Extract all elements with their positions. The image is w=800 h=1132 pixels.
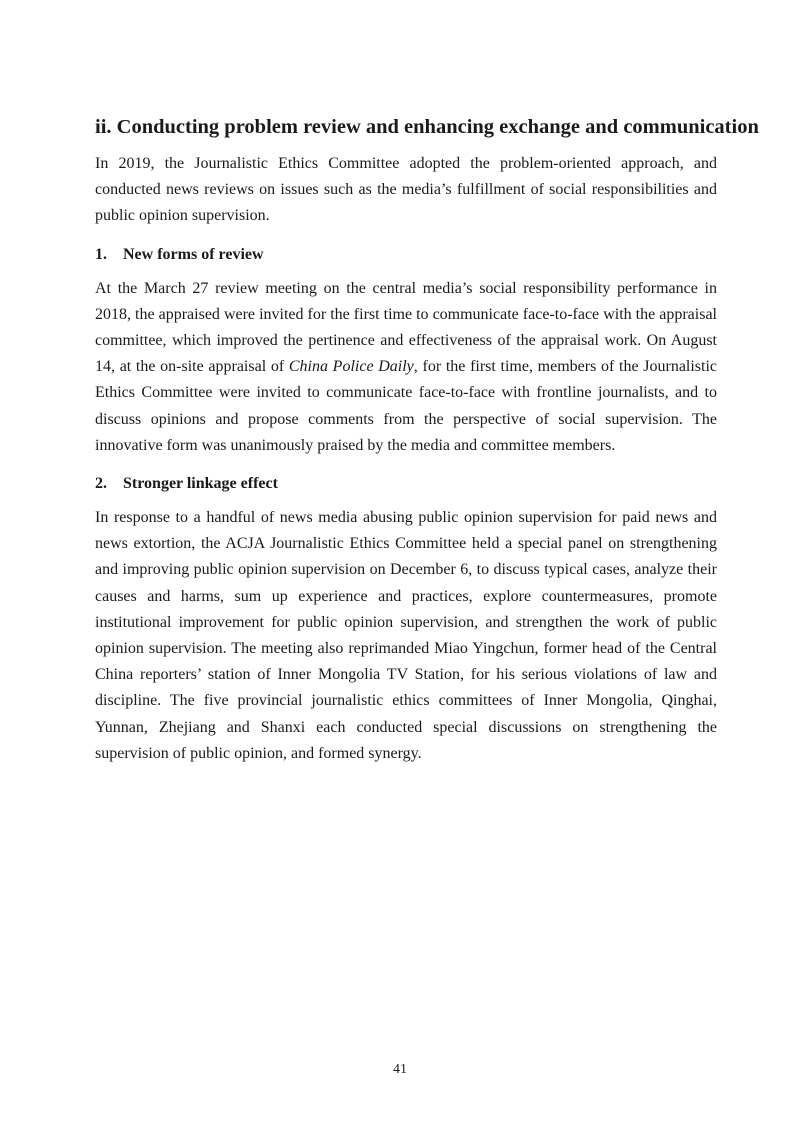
subsection-title: Stronger linkage effect — [123, 475, 278, 493]
section-heading: ii. Conducting problem review and enhancing exchange and communication — [95, 116, 759, 138]
subsection-number: 2. — [95, 475, 107, 493]
page-number: 41 — [393, 1062, 407, 1077]
section-intro-paragraph: In 2019, the Journalistic Ethics Committee adopted the problem-oriented approach, and conducted news reviews on issues such as the media’s fulfillment of social responsibilities and public opinion supervision. — [95, 155, 717, 225]
subsection-heading-new-forms — [95, 244, 717, 266]
subsection-body-new-forms — [95, 276, 717, 459]
body-text: , for the first time, members of the Journalistic Ethics Committee were invited to communicate face-to-face with frontline journalists, and to discuss opinions and propose comments from the perspective of social supervision. The innovative form was unanimously praised by the media and committee members. — [95, 358, 718, 454]
subsection-number: 1. — [95, 245, 107, 263]
page-content — [95, 113, 759, 767]
subsection-heading-linkage — [95, 473, 717, 495]
body-text: At the March 27 review meeting on the central media’s social responsibility performance in 2018, the appraised were invited for the first time to communicate face-to-face with the appraisal committee, which improved the pertinence and effectiveness of the appraisal work. On August 14, at the on-site appraisal of — [95, 279, 717, 376]
subsection-title: New forms of review — [123, 245, 264, 263]
publication-title: China Police Daily — [288, 358, 414, 376]
subsection-body-linkage: In response to a handful of news media abusing public opinion supervision for paid news and news extortion, the ACJA Journalistic Ethics Committee held a special panel on strengthening and improving public opinion supervision on December 6, to discuss typical cases, analyze their causes and harms, sum up experience and practices, explore countermeasures, promote institutional improvement for public opinion supervision, and strengthen the work of public opinion supervision. The meeting also reprimanded Miao Yingchun, former head of the Central China reporters’ station of Inner Mongolia TV Station, for his serious violations of law and discipline. The five provincial journalistic ethics committees of Inner Mongolia, Qinghai, Yunnan, Zhejiang and Shanxi each conducted special discussions on strengthening the supervision of public opinion, and formed synergy. — [95, 509, 717, 762]
